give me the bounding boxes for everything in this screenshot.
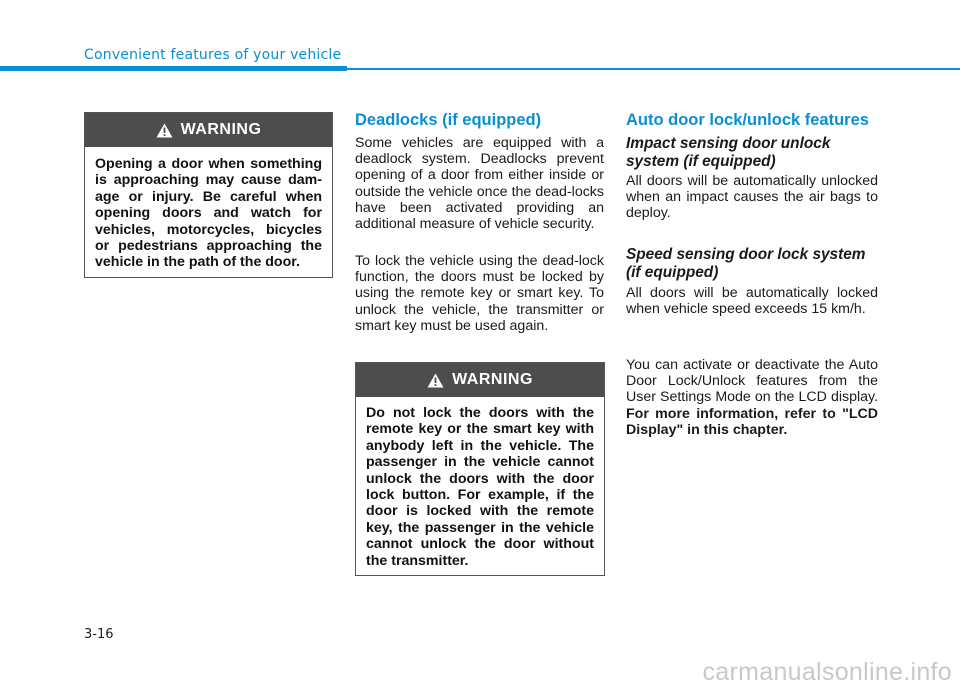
warning-header bbox=[356, 363, 604, 397]
warning-header bbox=[85, 113, 332, 147]
warning-text: Opening a door when something is approaching may cause dam-age or injury. Be careful when opening doors and watch for vehicles, motorcycles, bicycles or pedestrians approaching the vehicle in the path of the door. bbox=[95, 156, 322, 271]
header-rule-thick bbox=[0, 66, 347, 71]
deadlocks-para-1: Some vehicles are equipped with a deadlock system. Deadlocks prevent opening of a door from either inside or outside the vehicle once the dead-locks have been activated providing an additional measure of vehicle security. bbox=[355, 135, 604, 233]
deadlocks-title: Deadlocks (if equipped) bbox=[355, 111, 542, 129]
page-number: 3-16 bbox=[84, 627, 114, 642]
auto-lock-title: Auto door lock/unlock features bbox=[626, 111, 869, 129]
warning-label: WARNING bbox=[452, 371, 533, 388]
deadlocks-para-2: To lock the vehicle using the dead-lock function, the doors must be locked by using the remote key or smart key. To unlock the vehicle, the transmitter or smart key must be used again. bbox=[355, 253, 604, 334]
warning-text: Do not lock the doors with the remote key or the smart key with anybody left in the vehicle. The passenger in the vehicle cannot unlock the doors with the door lock button. For example, if the door is locked with the remote key, the passenger in the vehicle cannot unlock the door without the transmitter. bbox=[366, 405, 594, 569]
warning-label: WARNING bbox=[180, 121, 262, 138]
activate-text: You can activate or deactivate the Auto Door Lock/Unlock features from the User Settings Mode on the LCD display. bbox=[626, 357, 878, 406]
speed-sensing-text: All doors will be automatically locked when vehicle speed exceeds 15 km/h. bbox=[626, 285, 878, 318]
watermark: carmanualsonline.info bbox=[702, 658, 952, 686]
impact-sensing-text: All doors will be automatically unlocked when an impact causes the air bags to deploy. bbox=[626, 173, 878, 222]
warning-triangle-icon bbox=[156, 123, 173, 138]
warning-box-middle bbox=[355, 362, 605, 576]
speed-sensing-title: Speed sensing door lock system (if equipped) bbox=[626, 246, 866, 281]
header-title: Convenient features of your vehicle bbox=[84, 47, 342, 63]
header-rule-thin bbox=[347, 68, 960, 70]
warning-box-left bbox=[84, 112, 333, 278]
activate-reference: For more information, refer to "LCD Display" in this chapter. bbox=[626, 405, 878, 438]
activate-paragraph bbox=[626, 357, 878, 438]
warning-triangle-icon bbox=[427, 373, 444, 388]
impact-sensing-title: Impact sensing door unlock system (if equipped) bbox=[626, 135, 831, 170]
